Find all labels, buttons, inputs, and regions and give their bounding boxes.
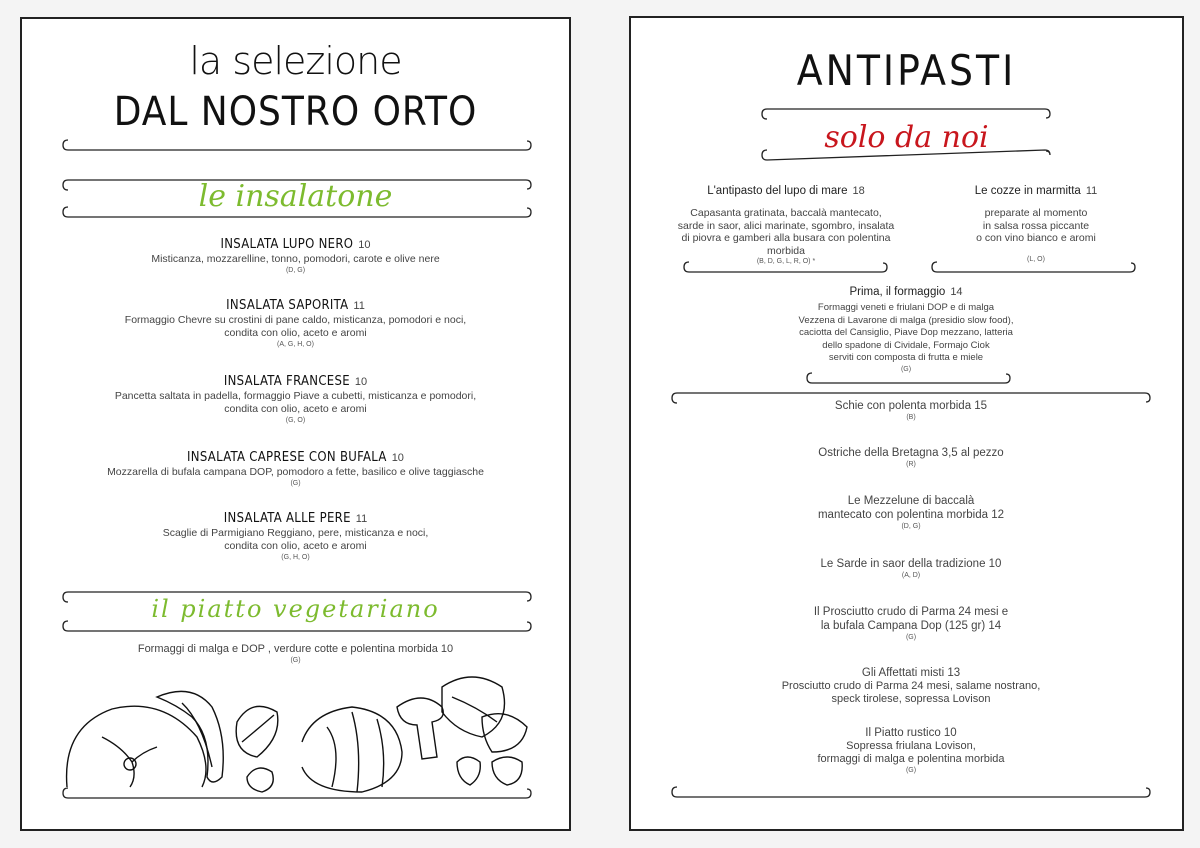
item-desc: Formaggi veneti e friulani DOP e di malga <box>817 302 995 313</box>
divider <box>62 137 532 153</box>
menu-item-insalata-lupo-nero <box>22 235 569 276</box>
menu-item-affettati-misti <box>671 667 1151 706</box>
item-name: L'antipasto del lupo di mare <box>707 185 848 197</box>
divider <box>62 618 532 634</box>
item-allergens: (A, D) <box>901 572 921 579</box>
divider <box>62 204 532 220</box>
item-allergens: (G, H, O) <box>281 554 310 561</box>
item-line: Gli Affettati misti 13 <box>861 667 961 679</box>
item-price: 11 <box>1085 185 1098 197</box>
item-allergens: (A, G, H, O) <box>277 341 314 348</box>
section-title-vegetariano: il piatto vegetariano <box>151 595 440 623</box>
item-line: Prosciutto crudo di Parma 24 mesi, salame nostrano, <box>781 680 1041 692</box>
section-title-insalatone: le insalatone <box>198 179 393 214</box>
item-name: INSALATA SAPORITA <box>226 298 349 313</box>
menu-item-prosciutto-bufala <box>671 605 1151 643</box>
divider <box>806 370 1011 386</box>
menu-item-piatto-rustico <box>671 727 1151 776</box>
item-line: Ostriche della Bretagna 3,5 al pezzo <box>818 447 1004 459</box>
item-price: 10 <box>354 376 368 388</box>
item-desc: Vezzena di Lavarone di malga (presidio slow food), <box>798 314 1014 326</box>
item-desc: di piovra e gamberi alla busara con polentina <box>681 232 891 244</box>
subtitle: solo da noi <box>824 120 989 155</box>
item-allergens: (R) <box>906 461 916 468</box>
item-line: Schie con polenta morbida 15 <box>834 400 988 412</box>
item-price: 18 <box>852 185 865 197</box>
item-price: 10 <box>358 239 371 251</box>
item-name: INSALATA FRANCESE <box>223 374 350 389</box>
page-title: ANTIPASTI <box>796 46 1017 95</box>
item-line: Il Piatto rustico 10 <box>865 727 957 739</box>
item-allergens: (D, G) <box>285 267 306 274</box>
menu-item-insalata-francese <box>22 372 569 426</box>
item-line: Le Mezzelune di baccalà <box>847 495 975 507</box>
title-line1: la selezione <box>189 39 402 83</box>
item-desc: Mozzarella di bufala campana DOP, pomodoro a fette, basilico e olive taggiasche <box>107 466 484 478</box>
item-line: formaggi di malga e polentina morbida <box>817 753 1005 765</box>
item-name: INSALATA CAPRESE CON BUFALA <box>187 450 387 465</box>
menu-item-insalata-alle-pere <box>22 509 569 563</box>
item-name: INSALATA LUPO NERO <box>220 237 354 252</box>
feature-lupo-di-mare <box>661 181 911 267</box>
item-name: Prima, il formaggio <box>849 286 946 298</box>
item-allergens: (L, O) <box>1027 255 1045 263</box>
item-desc: Misticanza, mozzarelline, tonno, pomodori, carote e olive nere <box>151 253 440 265</box>
item-allergens: (G, O) <box>285 417 306 424</box>
item-line: speck tirolese, sopressa Lovison <box>831 693 991 705</box>
item-allergens: (B) <box>906 414 916 421</box>
item-desc: serviti con composta di frutta e miele <box>828 352 984 363</box>
title-line2: DAL NOSTRO ORTO <box>113 89 478 135</box>
left-menu-page <box>20 17 571 831</box>
item-allergens: (G) <box>905 767 917 774</box>
item-name: Le cozze in marmitta <box>974 185 1081 197</box>
item-price: 14 <box>950 286 963 298</box>
feature-prima-il-formaggio <box>771 282 1041 375</box>
item-desc: Capasanta gratinata, baccalà mantecato, <box>690 207 882 219</box>
item-desc: morbida <box>767 244 805 257</box>
divider <box>62 785 532 801</box>
item-price: 11 <box>355 513 368 525</box>
item-allergens: (G) <box>290 657 301 664</box>
item-allergens: (B, D, G, L, R, O) * <box>756 258 816 265</box>
divider <box>931 259 1136 275</box>
item-line: Sopressa friulana Lovison, <box>846 740 976 752</box>
item-desc: sarde in saor, alici marinate, sgombro, insalata <box>677 219 895 232</box>
item-line: la bufala Campana Dop (125 gr) 14 <box>820 620 1002 632</box>
item-desc: o con vino bianco e aromi <box>976 232 1096 244</box>
item-desc: Pancetta saltata in padella, formaggio Piave a cubetti, misticanza e pomodori, <box>114 390 477 402</box>
item-desc: condita con olio, aceto e aromi <box>224 540 367 552</box>
item-line: mantecato con polentina morbida 12 <box>817 509 1005 521</box>
item-price: 11 <box>353 300 365 312</box>
item-allergens: (D, G) <box>901 523 921 530</box>
menu-item-piatto-vegetariano <box>22 643 569 666</box>
right-menu-page <box>629 16 1184 831</box>
item-allergens: (G) <box>290 480 301 487</box>
divider <box>683 259 888 275</box>
menu-item-sarde-in-saor <box>671 557 1151 581</box>
item-desc: condita con olio, aceto e aromi <box>224 327 367 339</box>
item-line: Le Sarde in saor della tradizione 10 <box>820 558 1002 570</box>
item-line: Il Prosciutto crudo di Parma 24 mesi e <box>813 606 1009 618</box>
feature-cozze-in-marmitta <box>931 181 1141 265</box>
vegetables-illustration <box>62 667 532 799</box>
menu-item-schie <box>671 399 1151 423</box>
item-desc: in salsa rossa piccante <box>982 219 1090 232</box>
item-desc: dello spadone di Cividale, Formajo Ciok <box>822 339 990 351</box>
item-desc: caciotta del Cansiglio, Piave Dop mezzano, latteria <box>799 327 1013 338</box>
divider <box>671 784 1151 800</box>
item-allergens: (G) <box>900 365 912 373</box>
divider <box>761 147 1051 163</box>
menu-item-mezzelune <box>671 494 1151 532</box>
menu-item-insalata-caprese <box>22 448 569 489</box>
item-allergens: (G) <box>905 634 917 641</box>
item-desc: Formaggi di malga e DOP , verdure cotte e polentina morbida 10 <box>137 643 454 655</box>
item-desc: condita con olio, aceto e aromi <box>224 403 367 415</box>
item-name: INSALATA ALLE PERE <box>223 511 351 526</box>
item-desc: Scaglie di Parmigiano Reggiano, pere, misticanza e noci, <box>162 527 429 539</box>
menu-item-insalata-saporita <box>22 296 569 350</box>
item-desc: preparate al momento <box>984 207 1088 219</box>
item-desc: Formaggio Chevre su crostini di pane caldo, misticanza, pomodori e noci, <box>124 314 467 326</box>
item-price: 10 <box>391 452 404 464</box>
menu-item-ostriche <box>671 446 1151 470</box>
